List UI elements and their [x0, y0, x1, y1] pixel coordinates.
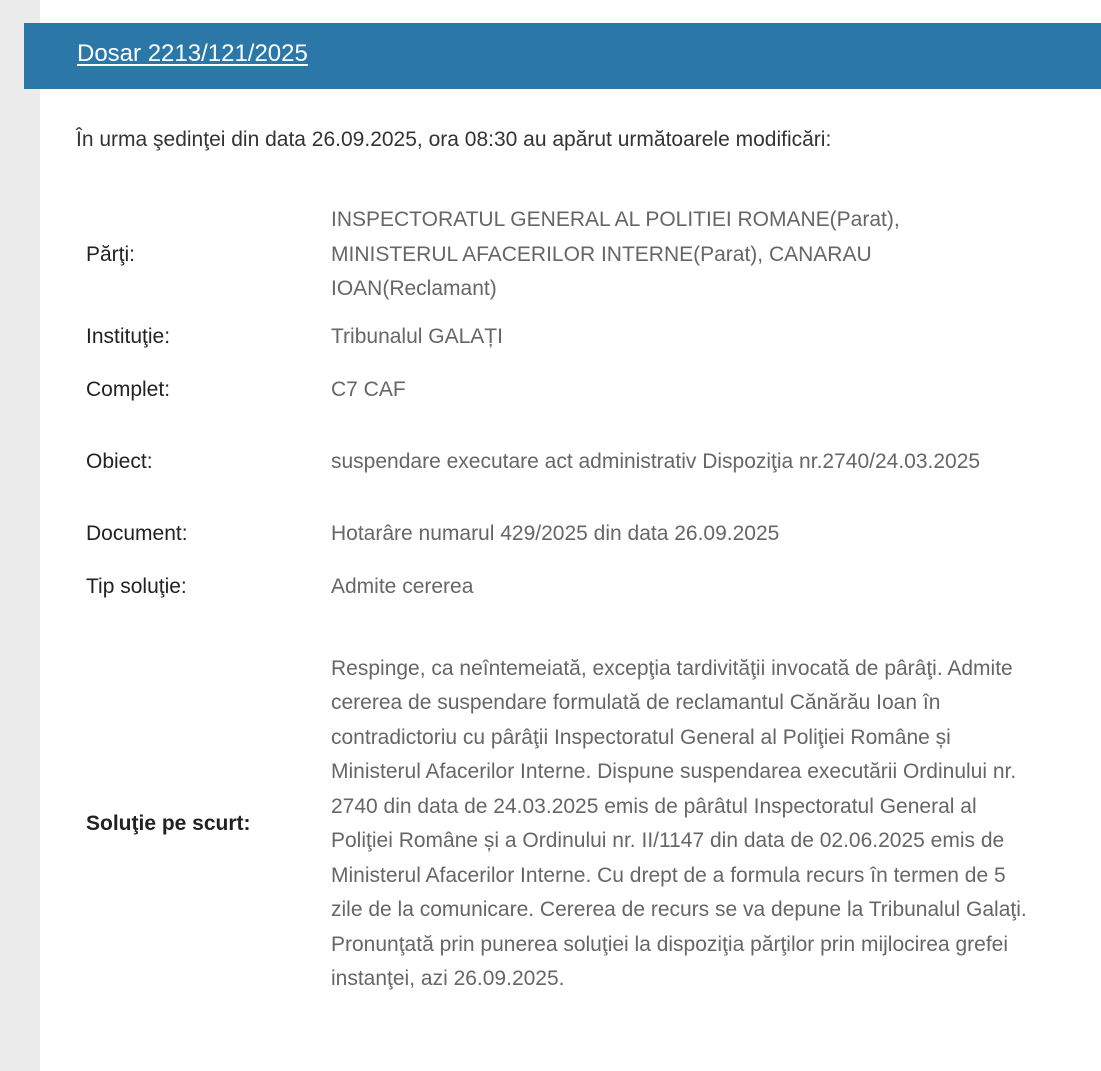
detail-row-solutie-pe-scurt — [76, 610, 1031, 1038]
detail-value-institutie: Tribunalul GALAȚI — [331, 324, 503, 348]
detail-label-complet: Complet: — [86, 378, 171, 402]
detail-row-document — [76, 503, 1031, 565]
detail-value-tip-solutie: Admite cererea — [331, 575, 474, 599]
detail-row-obiect — [76, 421, 1031, 503]
session-intro-text: În urma şedinţei din data 26.09.2025, ora 08:30 au apărut următoarele modificări: — [76, 128, 832, 151]
detail-value-document: Hotarâre numarul 429/2025 din data 26.09.2025 — [331, 521, 780, 545]
detail-label-tip-solutie: Tip soluţie: — [86, 575, 187, 599]
detail-row-parti — [76, 196, 1031, 314]
detail-row-tip-solutie — [76, 565, 1031, 610]
detail-label-document: Document: — [86, 521, 188, 545]
case-header-bar — [24, 23, 1101, 89]
detail-value-complet: C7 CAF — [331, 378, 406, 402]
detail-value-solutie-pe-scurt: Respinge, ca neîntemeiată, excepţia tardivităţii invocată de pârâţi. Admite cererea de suspendare formulată de reclamantul Cănărău Ioan în contradictoriu cu pârâţii Inspectoratul General al Poliţiei Române și Ministerul Afacerilor Interne. Dispune suspendarea executării Ordinului nr. 2740 din data de 24.03.2025 emis de pârâtul Inspectoratul General al Poliţiei Române și a Ordinului nr. II/1147 din data de 02.06.2025 emis de Ministerul Afacerilor Interne. Cu drept de a formula recurs în termen de 5 zile de la comunicare. Cererea de recurs se va depune la Tribunalul Galaţi. Pronunţată prin punerea soluţiei la dispoziţia părţilor prin mijlocirea grefei instanţei, azi 26.09.2025. — [331, 656, 1027, 990]
detail-value-parti: INSPECTORATUL GENERAL AL POLITIEI ROMANE(Parat), MINISTERUL AFACERILOR INTERNE(Parat), CANARAU IOAN(Reclamant) — [331, 208, 900, 301]
detail-label-obiect: Obiect: — [86, 449, 153, 473]
detail-label-solutie-pe-scurt: Soluţie pe scurt: — [86, 811, 251, 835]
detail-label-institutie: Instituţie: — [86, 324, 171, 348]
detail-value-obiect: suspendare executare act administrativ Dispoziţia nr.2740/24.03.2025 — [331, 449, 981, 473]
detail-row-institutie — [76, 314, 1031, 360]
detail-label-parti: Părţi: — [86, 242, 136, 266]
case-details-table — [76, 196, 1031, 1038]
detail-row-complet — [76, 360, 1031, 421]
case-title-link[interactable]: Dosar 2213/121/2025 — [77, 40, 308, 67]
